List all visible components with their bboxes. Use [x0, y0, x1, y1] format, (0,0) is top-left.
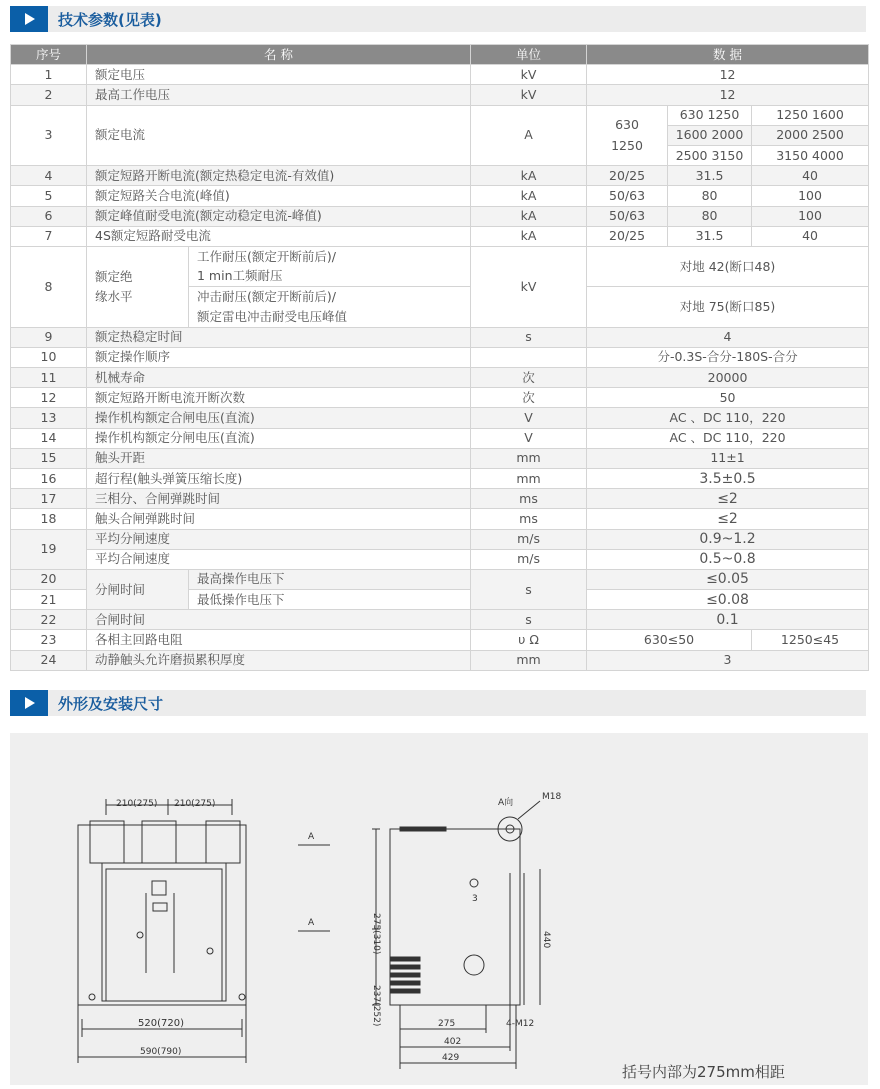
row-no: 6 — [11, 206, 87, 226]
row-unit: kA — [471, 166, 587, 186]
row-unit: 次 — [471, 368, 587, 388]
row-value: 0.1 — [587, 610, 869, 630]
row-name: 操作机构额定合闸电压(直流) — [87, 408, 471, 428]
dim-label: A向 — [498, 798, 514, 808]
dim-label: 4-M12 — [506, 1019, 535, 1029]
row-value: ≤2 — [587, 509, 869, 529]
row-no: 20 — [11, 569, 87, 589]
table-row — [11, 105, 869, 125]
row-value: 2000 2500 — [752, 125, 869, 145]
row-value: 0.9~1.2 — [587, 529, 869, 549]
row-value: 630≤50 — [587, 630, 752, 650]
header-no: 序号 — [11, 45, 87, 65]
row-name: 三相分、合闸弹跳时间 — [87, 489, 471, 509]
table-row — [11, 569, 869, 589]
row-unit: 次 — [471, 388, 587, 408]
row-value: 630 — [587, 105, 668, 145]
row-value: 分-0.3S-合分-180S-合分 — [587, 347, 869, 367]
table-row — [11, 246, 869, 266]
dim-label: 210(275) — [174, 799, 216, 809]
row-name: 最高工作电压 — [87, 85, 471, 105]
row-no: 12 — [11, 388, 87, 408]
table-row — [11, 529, 869, 549]
row-name: 额定短路开断电流开断次数 — [87, 388, 471, 408]
row-value: 3150 4000 — [752, 145, 869, 165]
row-name: 合闸时间 — [87, 610, 471, 630]
row-no: 23 — [11, 630, 87, 650]
row-name: 动静触头允许磨损累积厚度 — [87, 650, 471, 670]
row-unit: s — [471, 327, 587, 347]
table-row — [11, 226, 869, 246]
header-data: 数 据 — [587, 45, 869, 65]
row-value: 对地 42(断口48) — [587, 246, 869, 286]
row-value: 2500 3150 — [668, 145, 752, 165]
row-value: 20/25 — [587, 226, 668, 246]
dim-label: 275 — [438, 1019, 456, 1029]
row-value: ≤2 — [587, 489, 869, 509]
row-no: 14 — [11, 428, 87, 448]
row-value: 31.5 — [668, 166, 752, 186]
row-name: 额定电流 — [87, 105, 471, 166]
row-unit: υ Ω — [471, 630, 587, 650]
table-header-row — [11, 45, 869, 65]
row-no: 16 — [11, 468, 87, 488]
spec-table — [10, 44, 869, 671]
row-name: 额定峰值耐受电流(额定动稳定电流-峰值) — [87, 206, 471, 226]
row-no: 24 — [11, 650, 87, 670]
row-value: 80 — [668, 206, 752, 226]
row-unit: V — [471, 428, 587, 448]
technical-drawing-svg — [10, 733, 868, 1085]
section-title: 外形及安装尺寸 — [58, 695, 164, 713]
dim-label: 429 — [442, 1053, 460, 1063]
row-name: 机械寿命 — [87, 368, 471, 388]
row-value: 3.5±0.5 — [587, 468, 869, 488]
row-no: 5 — [11, 186, 87, 206]
dim-label: 590(790) — [140, 1047, 182, 1057]
row-unit: mm — [471, 448, 587, 468]
front-housing — [78, 825, 246, 1005]
row-unit: kV — [471, 85, 587, 105]
row-unit: V — [471, 408, 587, 428]
row-name: 4S额定短路耐受电流 — [87, 226, 471, 246]
row-value: 20000 — [587, 368, 869, 388]
row-no: 19 — [11, 529, 87, 569]
dim-label: 210(275) — [116, 799, 158, 809]
row-unit: kV — [471, 65, 587, 85]
table-row — [11, 166, 869, 186]
table-row — [11, 468, 869, 488]
row-unit — [471, 347, 587, 367]
row-name: 平均合闸速度 — [87, 549, 471, 569]
table-row — [11, 408, 869, 428]
row-value: 1250≤45 — [752, 630, 869, 650]
row-no: 7 — [11, 226, 87, 246]
dim-label: A — [308, 832, 315, 842]
table-row — [11, 85, 869, 105]
row-unit: ms — [471, 489, 587, 509]
row-unit: kA — [471, 206, 587, 226]
row-value: 40 — [752, 166, 869, 186]
row-name: 超行程(触头弹簧压缩长度) — [87, 468, 471, 488]
header-name: 名 称 — [87, 45, 471, 65]
row-value: 50/63 — [587, 186, 668, 206]
row-unit: s — [471, 610, 587, 630]
row-name: 平均分闸速度 — [87, 529, 471, 549]
row-name: 分闸时间 — [87, 569, 189, 609]
row-value: AC 、DC 110，220 — [587, 408, 869, 428]
row-no: 10 — [11, 347, 87, 367]
row-name: 触头合闸弹跳时间 — [87, 509, 471, 529]
row-unit: mm — [471, 468, 587, 488]
row-no: 21 — [11, 590, 87, 610]
row-value: 100 — [752, 186, 869, 206]
row-unit: ms — [471, 509, 587, 529]
row-name: 额定操作顺序 — [87, 347, 471, 367]
table-row — [11, 368, 869, 388]
table-row — [11, 509, 869, 529]
row-value: 12 — [587, 65, 869, 85]
row-name: 额定短路关合电流(峰值) — [87, 186, 471, 206]
side-housing — [390, 829, 520, 1005]
dim-label: 3 — [472, 894, 478, 904]
dim-label: 237(252) — [371, 985, 381, 1027]
table-row — [11, 489, 869, 509]
row-no: 4 — [11, 166, 87, 186]
table-row — [11, 388, 869, 408]
row-no: 22 — [11, 610, 87, 630]
table-row — [11, 549, 869, 569]
row-no: 15 — [11, 448, 87, 468]
row-unit: kV — [471, 246, 587, 327]
table-row — [11, 327, 869, 347]
row-name: 触头开距 — [87, 448, 471, 468]
row-no: 8 — [11, 246, 87, 327]
header-unit: 单位 — [471, 45, 587, 65]
row-unit: m/s — [471, 549, 587, 569]
row-name: 额定电压 — [87, 65, 471, 85]
table-row — [11, 630, 869, 650]
row-subname: 工作耐压(额定开断前后)/ — [189, 246, 471, 266]
row-no: 1 — [11, 65, 87, 85]
table-row — [11, 448, 869, 468]
row-unit: kA — [471, 226, 587, 246]
row-value: ≤0.05 — [587, 569, 869, 589]
table-row — [11, 186, 869, 206]
play-triangle-icon — [10, 6, 48, 32]
row-unit: kA — [471, 186, 587, 206]
table-row — [11, 65, 869, 85]
row-name: 额定热稳定时间 — [87, 327, 471, 347]
row-no: 3 — [11, 105, 87, 166]
row-value: 1250 — [587, 135, 668, 155]
row-subname: 最高操作电压下 — [189, 569, 471, 589]
row-value: 12 — [587, 85, 869, 105]
row-no: 11 — [11, 368, 87, 388]
row-value: AC 、DC 110，220 — [587, 428, 869, 448]
row-unit: A — [471, 105, 587, 166]
row-unit: mm — [471, 650, 587, 670]
row-unit: m/s — [471, 529, 587, 549]
dim-label: 402 — [444, 1037, 462, 1047]
row-value: 31.5 — [668, 226, 752, 246]
row-value: ≤0.08 — [587, 590, 869, 610]
row-value: 20/25 — [587, 166, 668, 186]
row-value: 50 — [587, 388, 869, 408]
section-header-tech-params — [10, 6, 866, 32]
row-value: 3 — [587, 650, 869, 670]
row-no: 9 — [11, 327, 87, 347]
row-value: 80 — [668, 186, 752, 206]
row-no: 17 — [11, 489, 87, 509]
row-value: 4 — [587, 327, 869, 347]
drawing-caption: 括号内部为275mm相距 — [622, 1063, 785, 1081]
row-subname: 最低操作电压下 — [189, 590, 471, 610]
row-unit: s — [471, 569, 587, 609]
row-no: 2 — [11, 85, 87, 105]
row-value: 40 — [752, 226, 869, 246]
row-value: 1600 2000 — [668, 125, 752, 145]
row-name: 各相主回路电阻 — [87, 630, 471, 650]
row-name: 操作机构额定分闸电压(直流) — [87, 428, 471, 448]
play-triangle-icon — [10, 690, 48, 716]
row-value: 11±1 — [587, 448, 869, 468]
row-subname: 额定雷电冲击耐受电压峰值 — [189, 307, 471, 327]
row-value: 对地 75(断口85) — [587, 287, 869, 327]
row-value: 630 1250 — [668, 105, 752, 125]
section-title: 技术参数(见表) — [58, 11, 162, 29]
table-row — [11, 650, 869, 670]
table-row — [11, 206, 869, 226]
table-row — [11, 610, 869, 630]
row-value: 1250 1600 — [752, 105, 869, 125]
row-value: 0.5~0.8 — [587, 549, 869, 569]
row-name: 额定绝 缘水平 — [87, 246, 189, 327]
row-no: 18 — [11, 509, 87, 529]
table-row — [11, 347, 869, 367]
dim-label: A — [308, 918, 315, 928]
dim-label: 275(310) — [371, 913, 381, 955]
dim-label: 440 — [541, 931, 551, 949]
table-row — [11, 428, 869, 448]
row-value: 50/63 — [587, 206, 668, 226]
row-no: 13 — [11, 408, 87, 428]
dim-label: M18 — [542, 792, 562, 802]
section-header-dimensions — [10, 690, 866, 716]
row-name: 额定短路开断电流(额定热稳定电流-有效值) — [87, 166, 471, 186]
row-subname: 1 min工频耐压 — [189, 267, 471, 287]
row-value: 100 — [752, 206, 869, 226]
dim-label: 520(720) — [138, 1018, 184, 1029]
row-subname: 冲击耐压(额定开断前后)/ — [189, 287, 471, 307]
dimension-drawing — [10, 733, 868, 1085]
